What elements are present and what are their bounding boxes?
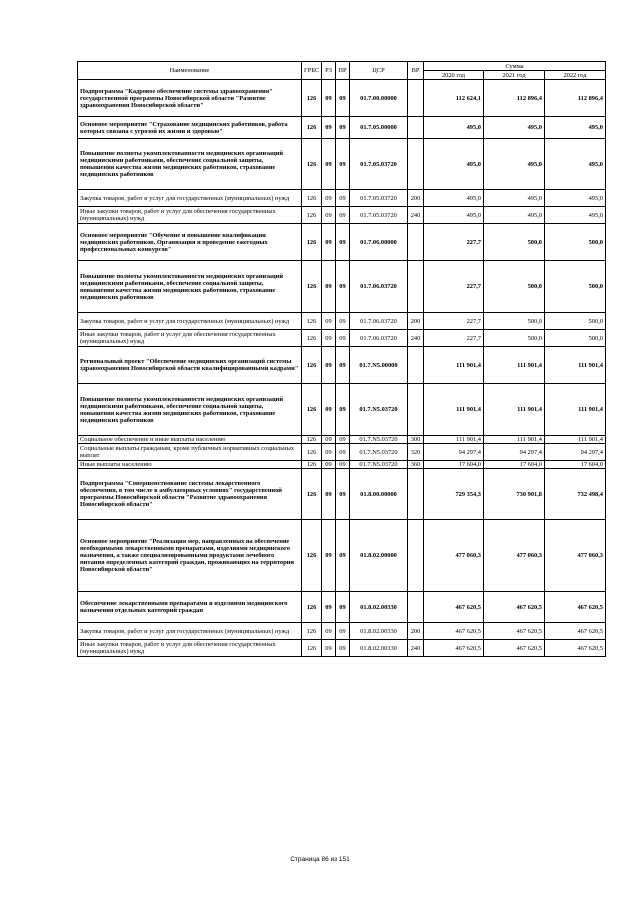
cell-2020: 467 620,5 [424, 640, 484, 657]
cell-rz: 09 [322, 117, 336, 139]
cell-name: Иные закупки товаров, работ и услуг для обеспечения государственных (муниципальных) нужд [78, 330, 302, 347]
cell-vr [408, 80, 424, 117]
cell-csr: 01.8.02.00000 [350, 520, 408, 592]
cell-pr: 09 [336, 592, 350, 623]
page-footer: Страница 86 из 151 [290, 856, 350, 863]
table-row [78, 139, 606, 190]
cell-2021: 730 901,8 [484, 469, 545, 520]
cell-vr [408, 117, 424, 139]
cell-2021: 477 060,3 [484, 520, 545, 592]
cell-2020: 495,0 [424, 139, 484, 190]
cell-vr [408, 139, 424, 190]
cell-csr: 01.8.02.00330 [350, 623, 408, 640]
cell-pr: 09 [336, 313, 350, 330]
cell-pr: 09 [336, 640, 350, 657]
cell-rz: 09 [322, 469, 336, 520]
cell-grbs: 126 [302, 347, 322, 384]
cell-pr: 09 [336, 520, 350, 592]
cell-pr: 09 [336, 444, 350, 461]
cell-csr: 01.7.06.03720 [350, 330, 408, 347]
cell-grbs: 126 [302, 520, 322, 592]
cell-2020: 729 354,3 [424, 469, 484, 520]
cell-pr: 09 [336, 139, 350, 190]
header-year-2020: 2020 год [424, 71, 484, 80]
cell-rz: 09 [322, 80, 336, 117]
cell-rz: 09 [322, 384, 336, 436]
cell-csr: 01.7.05.03720 [350, 139, 408, 190]
cell-csr: 01.7.05.03720 [350, 190, 408, 207]
cell-csr: 01.7.N5.03720 [350, 384, 408, 436]
cell-csr: 01.7.05.00000 [350, 117, 408, 139]
cell-name: Социальное обеспечение и иные выплаты населению [78, 436, 302, 444]
table-row [78, 520, 606, 592]
cell-vr: 200 [408, 190, 424, 207]
cell-pr: 09 [336, 623, 350, 640]
cell-rz: 09 [322, 330, 336, 347]
cell-vr [408, 384, 424, 436]
cell-2022: 495,0 [545, 207, 606, 224]
cell-2021: 500,0 [484, 330, 545, 347]
cell-grbs: 126 [302, 384, 322, 436]
cell-2021: 500,0 [484, 313, 545, 330]
cell-name: Повышение полноты укомплектованности медицинских организаций медицинскими работниками, обеспечение социальной защиты, повышения качества жизни медицинских работников, страхование медицинских работников [78, 139, 302, 190]
cell-grbs: 126 [302, 640, 322, 657]
cell-rz: 09 [322, 224, 336, 261]
cell-vr: 360 [408, 461, 424, 469]
table-row [78, 117, 606, 139]
cell-2020: 495,0 [424, 190, 484, 207]
cell-2021: 112 896,4 [484, 80, 545, 117]
cell-vr [408, 592, 424, 623]
cell-rz: 09 [322, 347, 336, 384]
table-body [78, 80, 606, 657]
cell-pr: 09 [336, 469, 350, 520]
table-row [78, 207, 606, 224]
table-header [78, 62, 606, 80]
cell-name: Закупка товаров, работ и услуг для государственных (муниципальных) нужд [78, 190, 302, 207]
cell-csr: 01.8.00.00000 [350, 469, 408, 520]
table-row [78, 592, 606, 623]
cell-grbs: 126 [302, 592, 322, 623]
cell-rz: 09 [322, 190, 336, 207]
cell-csr: 01.7.00.00000 [350, 80, 408, 117]
table-row [78, 330, 606, 347]
cell-vr: 240 [408, 640, 424, 657]
cell-pr: 09 [336, 117, 350, 139]
cell-2022: 495,0 [545, 190, 606, 207]
cell-2020: 111 901,4 [424, 347, 484, 384]
cell-2022: 500,0 [545, 330, 606, 347]
cell-rz: 09 [322, 520, 336, 592]
cell-csr: 01.8.02.00330 [350, 592, 408, 623]
cell-grbs: 126 [302, 139, 322, 190]
cell-pr: 09 [336, 461, 350, 469]
cell-2021: 467 620,5 [484, 592, 545, 623]
cell-2021: 495,0 [484, 117, 545, 139]
cell-rz: 09 [322, 623, 336, 640]
cell-grbs: 126 [302, 330, 322, 347]
table-row [78, 347, 606, 384]
cell-name: Закупка товаров, работ и услуг для государственных (муниципальных) нужд [78, 623, 302, 640]
cell-rz: 09 [322, 261, 336, 313]
cell-rz: 09 [322, 640, 336, 657]
cell-grbs: 126 [302, 436, 322, 444]
header-vr: ВР [408, 62, 424, 80]
cell-name: Основное мероприятие "Реализация мер, направленных на обеспечение необходимыми лекарственными препаратами, изделиями медицинского назначения, а также специализированными продуктами лечебного питания определенных категорий граждан, проживающих на территории Новосибирской области" [78, 520, 302, 592]
table-row [78, 436, 606, 444]
cell-2021: 495,0 [484, 207, 545, 224]
cell-2022: 111 901,4 [545, 384, 606, 436]
table-row [78, 384, 606, 436]
cell-pr: 09 [336, 207, 350, 224]
cell-2021: 467 620,5 [484, 623, 545, 640]
cell-2021: 17 604,0 [484, 461, 545, 469]
budget-table [77, 61, 606, 657]
table-row [78, 261, 606, 313]
cell-2020: 17 604,0 [424, 461, 484, 469]
header-year-2021: 2021 год [484, 71, 545, 80]
cell-2022: 477 060,3 [545, 520, 606, 592]
cell-csr: 01.7.06.03720 [350, 313, 408, 330]
cell-name: Основное мероприятие "Обучение и повышение квалификации медицинских работников. Организация и проведение ежегодных профессиональных конкурсов" [78, 224, 302, 261]
cell-pr: 09 [336, 330, 350, 347]
cell-rz: 09 [322, 313, 336, 330]
cell-pr: 09 [336, 190, 350, 207]
header-rz: РЗ [322, 62, 336, 80]
cell-2022: 111 901,4 [545, 347, 606, 384]
cell-2021: 111 901,4 [484, 347, 545, 384]
cell-name: Региональный проект "Обеспечение медицинских организаций системы здравоохранения Новосибирской области квалифицированными кадрами" [78, 347, 302, 384]
cell-vr [408, 520, 424, 592]
cell-2020: 495,0 [424, 207, 484, 224]
table-row [78, 190, 606, 207]
cell-2020: 111 901,4 [424, 436, 484, 444]
cell-2020: 94 297,4 [424, 444, 484, 461]
cell-vr [408, 261, 424, 313]
cell-name: Иные закупки товаров, работ и услуг для обеспечения государственных (муниципальных) нужд [78, 640, 302, 657]
header-sum: Сумма [424, 62, 606, 71]
cell-2020: 227,7 [424, 313, 484, 330]
cell-2021: 500,0 [484, 224, 545, 261]
cell-2022: 94 297,4 [545, 444, 606, 461]
cell-2021: 495,0 [484, 139, 545, 190]
cell-2022: 467 620,5 [545, 623, 606, 640]
cell-2020: 112 624,1 [424, 80, 484, 117]
cell-2020: 227,7 [424, 330, 484, 347]
cell-grbs: 126 [302, 469, 322, 520]
cell-2022: 112 896,4 [545, 80, 606, 117]
cell-2021: 495,0 [484, 190, 545, 207]
cell-name: Подпрограмма "Совершенствование системы лекарственного обеспечения, в том числе в амбулаторных условиях" государственной программы Новосибирской области "Развитие здравоохранения Новосибирской области" [78, 469, 302, 520]
cell-name: Закупка товаров, работ и услуг для государственных (муниципальных) нужд [78, 313, 302, 330]
cell-vr: 320 [408, 444, 424, 461]
cell-grbs: 126 [302, 224, 322, 261]
cell-name: Иные закупки товаров, работ и услуг для обеспечения государственных (муниципальных) нужд [78, 207, 302, 224]
cell-2022: 500,0 [545, 224, 606, 261]
cell-grbs: 126 [302, 461, 322, 469]
cell-2020: 227,7 [424, 224, 484, 261]
cell-rz: 09 [322, 207, 336, 224]
cell-vr [408, 224, 424, 261]
cell-name: Подпрограмма "Кадровое обеспечение системы здравоохранения" государственной программы Новосибирской области "Развитие здравоохранения Новосибирской области" [78, 80, 302, 117]
cell-name: Повышение полноты укомплектованности медицинских организаций медицинскими работниками, обеспечение социальной защиты, повышения качества жизни медицинских работников, страхование медицинских работников [78, 384, 302, 436]
table-row [78, 80, 606, 117]
cell-grbs: 126 [302, 444, 322, 461]
cell-2021: 500,0 [484, 261, 545, 313]
cell-grbs: 126 [302, 261, 322, 313]
cell-csr: 01.7.06.00000 [350, 224, 408, 261]
cell-2022: 467 620,5 [545, 592, 606, 623]
cell-csr: 01.7.05.03720 [350, 207, 408, 224]
cell-vr: 240 [408, 207, 424, 224]
cell-pr: 09 [336, 80, 350, 117]
cell-grbs: 126 [302, 207, 322, 224]
cell-rz: 09 [322, 444, 336, 461]
cell-vr: 200 [408, 623, 424, 640]
table-row [78, 224, 606, 261]
budget-document [77, 61, 605, 657]
cell-2022: 495,0 [545, 117, 606, 139]
cell-2021: 94 297,4 [484, 444, 545, 461]
cell-vr: 240 [408, 330, 424, 347]
header-grbs: ГРБС [302, 62, 322, 80]
cell-vr: 200 [408, 313, 424, 330]
cell-2020: 111 901,4 [424, 384, 484, 436]
header-year-2022: 2022 год [545, 71, 606, 80]
cell-name: Основное мероприятие "Страхование медицинских работников, работа которых связана с угрозой их жизни и здоровью" [78, 117, 302, 139]
cell-grbs: 126 [302, 190, 322, 207]
cell-2022: 111 901,4 [545, 436, 606, 444]
cell-2020: 227,7 [424, 261, 484, 313]
cell-2021: 111 901,4 [484, 436, 545, 444]
cell-grbs: 126 [302, 313, 322, 330]
cell-vr [408, 347, 424, 384]
cell-name: Иные выплаты населению [78, 461, 302, 469]
cell-rz: 09 [322, 592, 336, 623]
cell-2022: 467 620,5 [545, 640, 606, 657]
cell-2022: 500,0 [545, 261, 606, 313]
table-row [78, 444, 606, 461]
header-csr: ЦСР [350, 62, 408, 80]
cell-2020: 467 620,5 [424, 592, 484, 623]
cell-vr [408, 469, 424, 520]
cell-vr: 300 [408, 436, 424, 444]
cell-pr: 09 [336, 384, 350, 436]
cell-2022: 500,0 [545, 313, 606, 330]
cell-csr: 01.7.06.03720 [350, 261, 408, 313]
table-row [78, 469, 606, 520]
cell-rz: 09 [322, 461, 336, 469]
cell-csr: 01.7.N5.03720 [350, 461, 408, 469]
cell-pr: 09 [336, 261, 350, 313]
cell-2022: 495,0 [545, 139, 606, 190]
cell-2022: 17 604,0 [545, 461, 606, 469]
header-pr: ПР [336, 62, 350, 80]
cell-2020: 467 620,5 [424, 623, 484, 640]
cell-pr: 09 [336, 436, 350, 444]
table-row [78, 461, 606, 469]
cell-name: Социальные выплаты гражданам, кроме публичных нормативных социальных выплат [78, 444, 302, 461]
cell-grbs: 126 [302, 117, 322, 139]
cell-csr: 01.8.02.00330 [350, 640, 408, 657]
cell-2021: 467 620,5 [484, 640, 545, 657]
table-row [78, 640, 606, 657]
cell-pr: 09 [336, 224, 350, 261]
header-name: Наименование [78, 62, 302, 80]
cell-grbs: 126 [302, 623, 322, 640]
cell-csr: 01.7.N5.00000 [350, 347, 408, 384]
cell-name: Обеспечение лекарственными препаратами и изделиями медицинского назначения отдельных категорий граждан [78, 592, 302, 623]
cell-rz: 09 [322, 436, 336, 444]
cell-csr: 01.7.N5.03720 [350, 436, 408, 444]
cell-rz: 09 [322, 139, 336, 190]
cell-2022: 732 498,4 [545, 469, 606, 520]
cell-name: Повышение полноты укомплектованности медицинских организаций медицинскими работниками, обеспечение социальной защиты, повышения качества жизни медицинских работников, страхование медицинских работников [78, 261, 302, 313]
table-row [78, 623, 606, 640]
cell-2020: 477 060,3 [424, 520, 484, 592]
cell-pr: 09 [336, 347, 350, 384]
cell-csr: 01.7.N5.03720 [350, 444, 408, 461]
table-row [78, 313, 606, 330]
cell-grbs: 126 [302, 80, 322, 117]
cell-2020: 495,0 [424, 117, 484, 139]
cell-2021: 111 901,4 [484, 384, 545, 436]
